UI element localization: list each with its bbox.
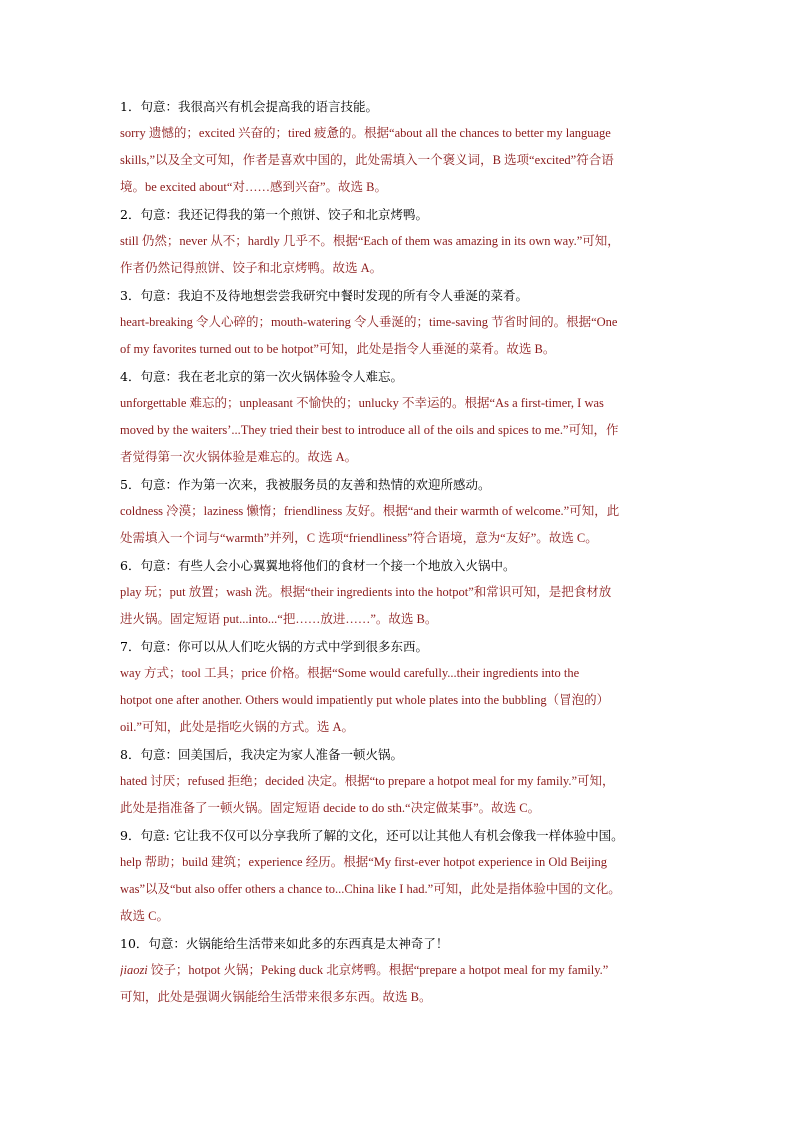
question-sentence: 9．句意: 它让我不仅可以分享我所了解的文化，还可以让其他人有机会像我一样体验中国。 xyxy=(120,828,624,843)
explanation-line: coldness 冷漠；laziness 懒惰；friendliness 友好。根据“and their warmth of welcome.”可知，此 xyxy=(120,504,620,518)
question-item xyxy=(120,930,680,1011)
question-sentence: 1．句意：我很高兴有机会提高我的语言技能。 xyxy=(120,99,378,114)
question-item xyxy=(120,822,680,930)
pinyin-word: jiaozi xyxy=(120,963,148,977)
question-item xyxy=(120,552,680,633)
question-sentence: 4．句意：我在老北京的第一次火锅体验令人难忘。 xyxy=(120,369,403,384)
explanation-line: still 仍然；never 从不；hardly 几乎不。根据“Each of them was amazing in its own way.”可知， xyxy=(120,234,620,248)
question-item xyxy=(120,93,680,201)
question-item xyxy=(120,471,680,552)
explanation-line: 故选 C。 xyxy=(120,909,169,923)
question-sentence: 6．句意：有些人会小心翼翼地将他们的食材一个接一个地放入火锅中。 xyxy=(120,558,516,573)
question-sentence: 3．句意：我迫不及待地想尝尝我研究中餐时发现的所有令人垂涎的菜肴。 xyxy=(120,288,528,303)
explanation-line: hotpot one after another. Others would impatiently put whole plates into the bubbling（冒泡的） xyxy=(120,693,610,707)
question-sentence: 5．句意：作为第一次来，我被服务员的友善和热情的欢迎所感动。 xyxy=(120,477,491,492)
explanation-line: jiaozi 饺子；hotpot 火锅；Peking duck 北京烤鸭。根据“prepare a hotpot meal for my family.” xyxy=(120,963,609,977)
answer-explanations xyxy=(120,93,680,1011)
explanation-line: help 帮助；build 建筑；experience 经历。根据“My first-ever hotpot experience in Old Beijing xyxy=(120,855,608,869)
question-item xyxy=(120,741,680,822)
explanation-line: 作者仍然记得煎饼、饺子和北京烤鸭。故选 A。 xyxy=(120,261,383,275)
question-sentence: 8．句意：回美国后，我决定为家人准备一顿火锅。 xyxy=(120,747,403,762)
question-item xyxy=(120,201,680,282)
question-item xyxy=(120,363,680,471)
explanation-line: was”以及“but also offer others a chance to...China like I had.”可知，此处是指体验中国的文化。 xyxy=(120,882,621,896)
explanation-line: oil.”可知，此处是指吃火锅的方式。选 A。 xyxy=(120,720,355,734)
explanation-line: unforgettable 难忘的；unpleasant 不愉快的；unlucky 不幸运的。根据“As a first-timer, I was xyxy=(120,396,604,410)
question-sentence: 10．句意：火锅能给生活带来如此多的东西真是太神奇了！ xyxy=(120,936,449,951)
explanation-line: play 玩；put 放置；wash 洗。根据“their ingredients into the hotpot”和常识可知，是把食材放 xyxy=(120,585,612,599)
explanation-line: skills,”以及全文可知，作者是喜欢中国的，此处需填入一个褒义词，B 选项“excited”符合语 xyxy=(120,153,614,167)
explanation-line: 境。be excited about“对……感到兴奋”。故选 B。 xyxy=(120,180,387,194)
explanation-line: sorry 遗憾的；excited 兴奋的；tired 疲惫的。根据“about all the chances to better my language xyxy=(120,126,611,140)
explanation-line: 此处是指准备了一顿火锅。固定短语 decide to do sth.“决定做某事”。故选 C。 xyxy=(120,801,541,815)
explanation-line: 可知，此处是强调火锅能给生活带来很多东西。故选 B。 xyxy=(120,990,432,1004)
explanation-line: way 方式；tool 工具；price 价格。根据“Some would carefully...their ingredients into the xyxy=(120,666,580,680)
explanation-line: moved by the waiters’...They tried their best to introduce all of the oils and spices to me.”可知，作 xyxy=(120,423,619,437)
question-sentence: 2．句意：我还记得我的第一个煎饼、饺子和北京烤鸭。 xyxy=(120,207,428,222)
explanation-line: 处需填入一个词与“warmth”并列，C 选项“friendliness”符合语境，意为“友好”。故选 C。 xyxy=(120,531,598,545)
question-sentence: 7．句意：你可以从人们吃火锅的方式中学到很多东西。 xyxy=(120,639,428,654)
explanation-line: heart-breaking 令人心碎的；mouth-watering 令人垂涎的；time-saving 节省时间的。根据“One xyxy=(120,315,618,329)
question-item xyxy=(120,633,680,741)
explanation-line: of my favorites turned out to be hotpot”可知，此处是指令人垂涎的菜肴。故选 B。 xyxy=(120,342,556,356)
question-item xyxy=(120,282,680,363)
explanation-line: 进火锅。固定短语 put...into...“把……放进……”。故选 B。 xyxy=(120,612,438,626)
explanation-line: hated 讨厌；refused 拒绝；decided 决定。根据“to prepare a hotpot meal for my family.”可知， xyxy=(120,774,615,788)
explanation-line: 者觉得第一次火锅体验是难忘的。故选 A。 xyxy=(120,450,358,464)
